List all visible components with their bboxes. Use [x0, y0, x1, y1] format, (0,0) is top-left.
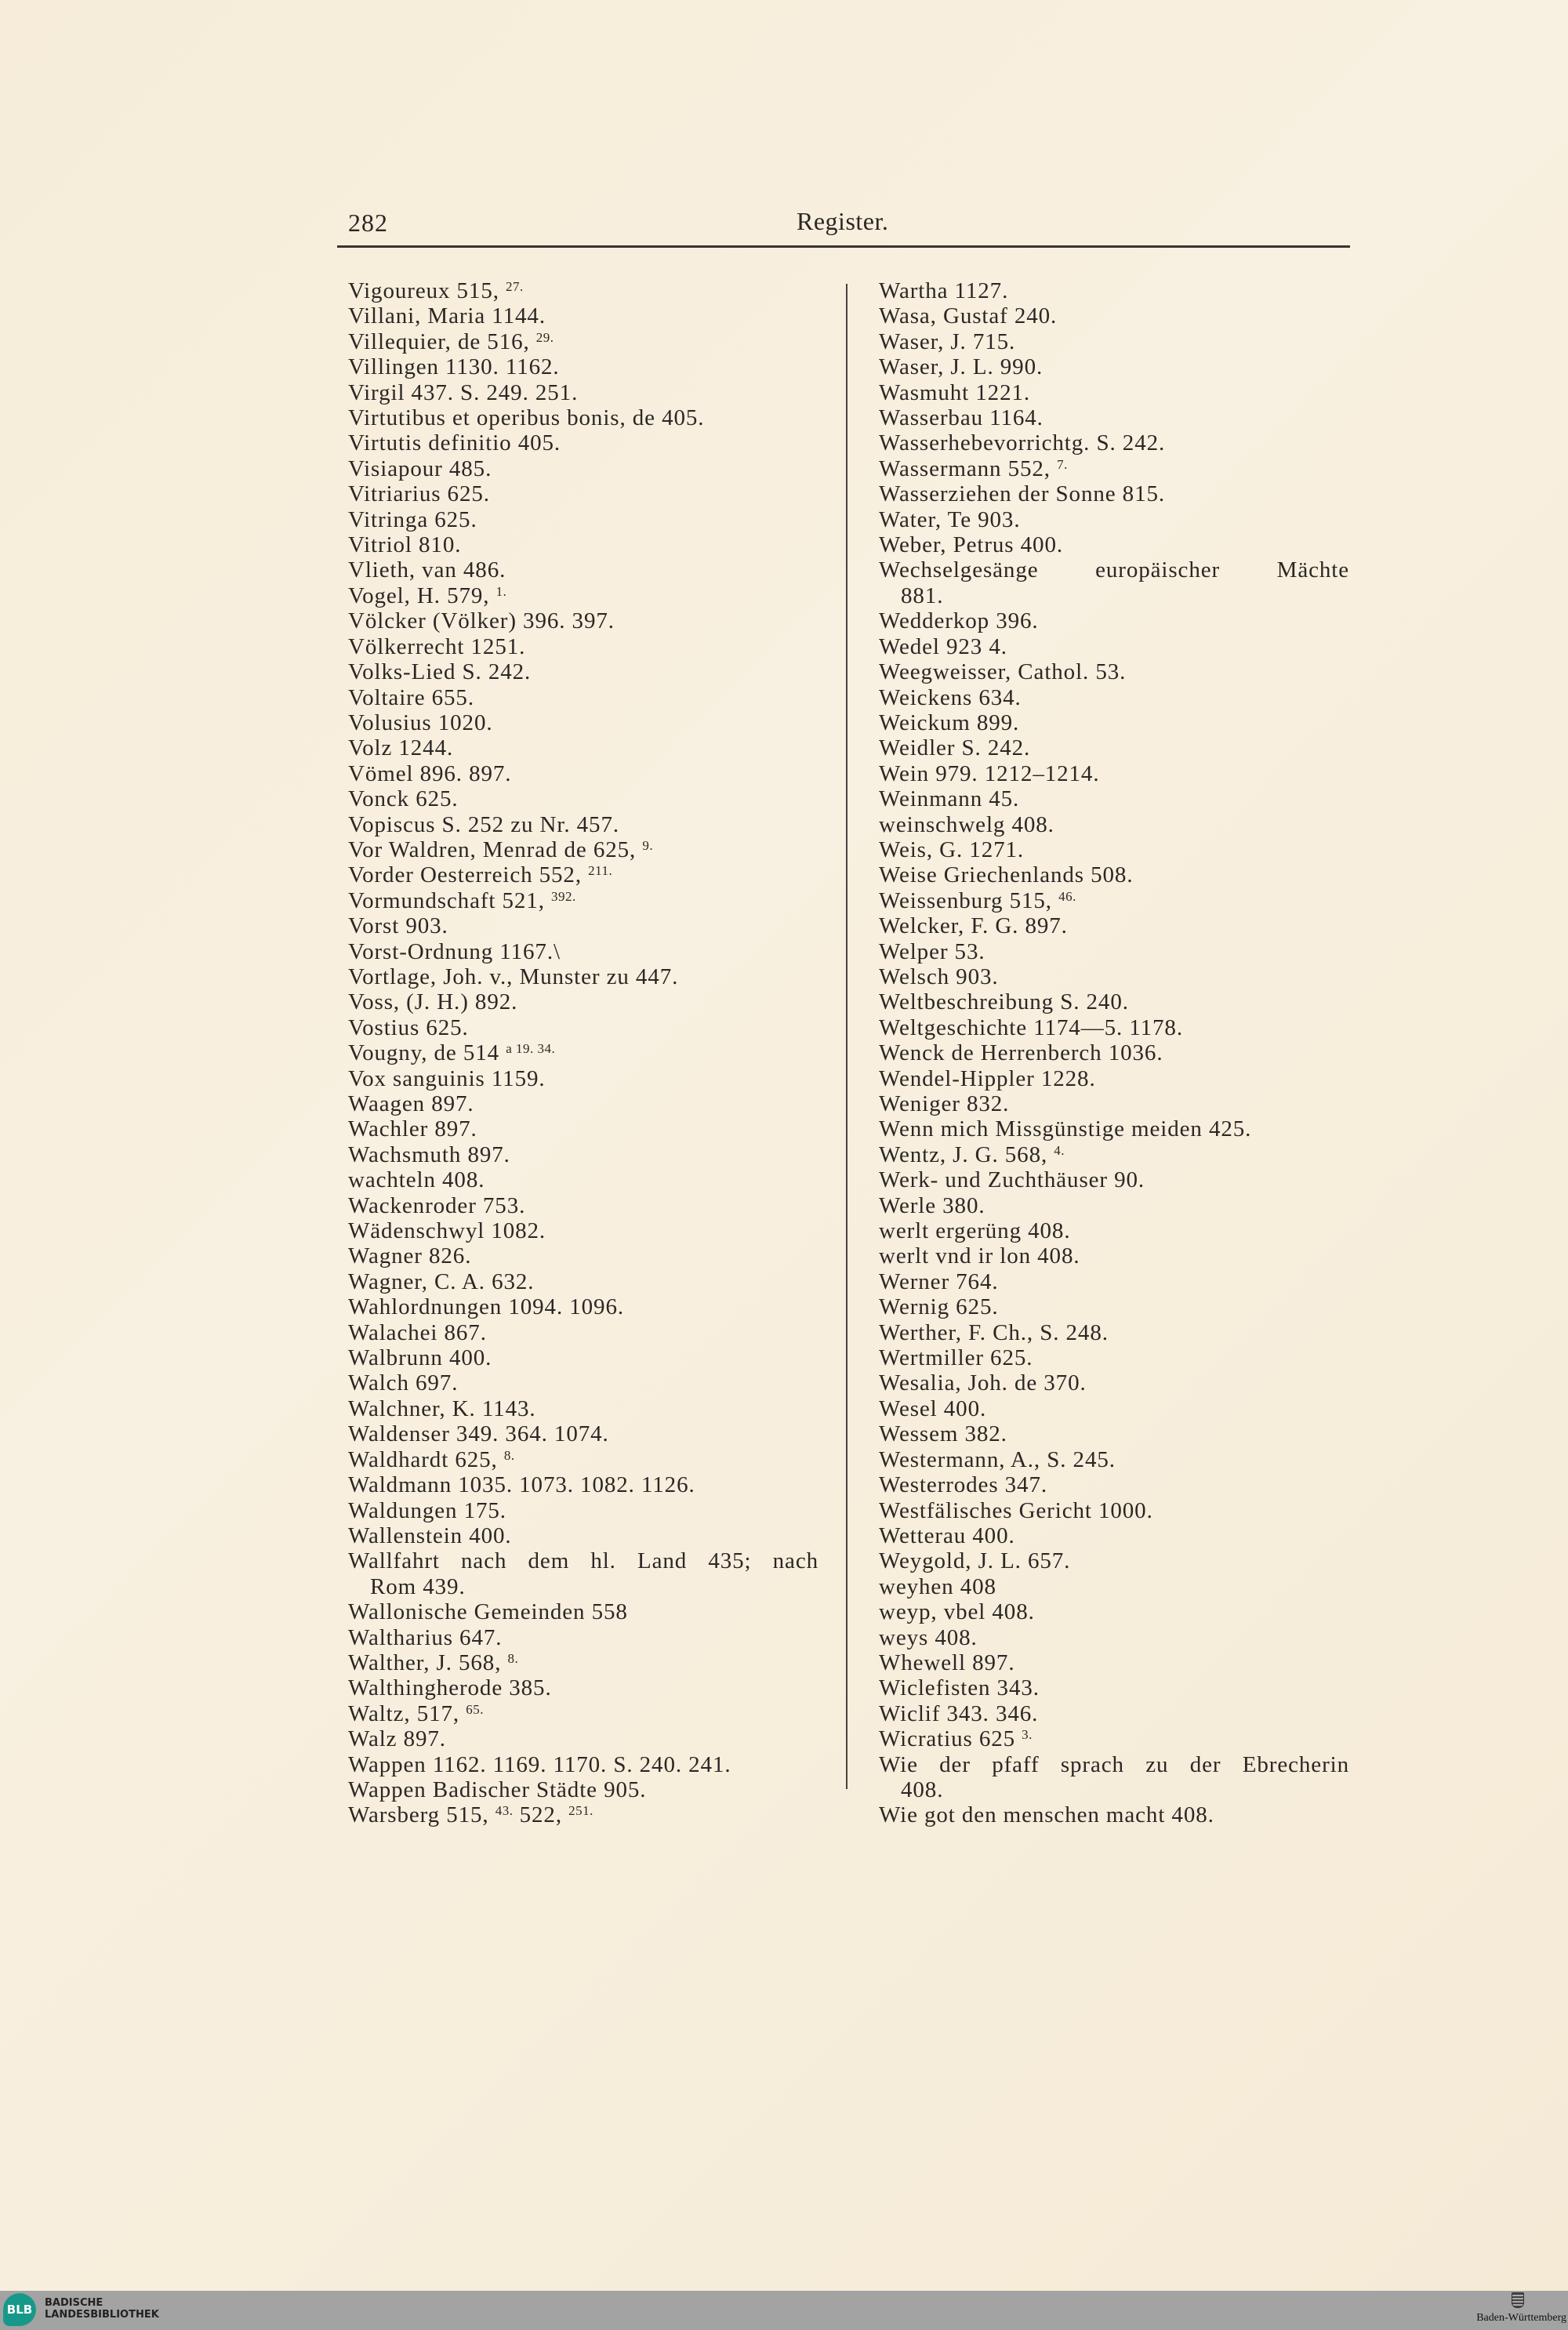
entry-text: Volusius 1020. — [348, 710, 493, 735]
index-entry — [348, 1447, 818, 1472]
index-entry — [348, 761, 818, 786]
entry-text: Wernig 625. — [879, 1294, 999, 1320]
entry-text: Weickum 899. — [879, 710, 1020, 735]
index-entry — [879, 608, 1349, 633]
entry-text: Weis, G. 1271. — [879, 837, 1025, 862]
index-entry — [879, 303, 1349, 328]
index-entry — [348, 380, 818, 405]
index-entry — [879, 1447, 1349, 1472]
entry-text: Wesalia, Joh. de 370. — [879, 1370, 1087, 1396]
index-entry — [348, 1726, 818, 1751]
index-entry — [348, 1294, 818, 1319]
entry-text: Waagen 897. — [348, 1091, 474, 1116]
index-entry — [348, 1599, 818, 1624]
entry-text: Werner 764. — [879, 1268, 999, 1294]
entry-text: Waldenser 349. 364. 1074. — [348, 1421, 609, 1447]
entry-text: Wiclif 343. 346. — [879, 1700, 1039, 1726]
index-entry — [348, 939, 818, 964]
index-entry — [879, 1574, 1349, 1599]
index-column-left — [348, 278, 818, 1828]
index-entry — [348, 837, 818, 862]
index-entry — [348, 481, 818, 506]
entry-text: Weinmann 45. — [879, 786, 1020, 812]
index-entry — [348, 1650, 818, 1675]
footnote-ref: 29. — [535, 329, 554, 345]
index-entry — [348, 685, 818, 710]
entry-text: Werle 380. — [879, 1192, 985, 1218]
entry-text: Wasmuht 1221. — [879, 379, 1031, 405]
entry-text: Vitriarius 625. — [348, 481, 490, 507]
entry-text: Vitriol 810. — [348, 532, 462, 558]
entry-text: Wappen Badischer Städte 905. — [348, 1777, 647, 1802]
entry-text: Wessem 382. — [879, 1421, 1007, 1447]
entry-text: Wackenroder 753. — [348, 1192, 526, 1218]
index-entry — [348, 278, 818, 303]
entry-text: Weniger 832. — [879, 1091, 1010, 1116]
index-entry — [879, 1599, 1349, 1624]
index-entry — [879, 1802, 1349, 1827]
index-entry — [879, 1726, 1349, 1751]
entry-text: Weegweisser, Cathol. 53. — [879, 659, 1127, 685]
entry-text: Wie der pfaff sprach zu der Ebrecherin — [879, 1751, 1349, 1777]
entry-continuation: Rom 439. — [370, 1573, 466, 1599]
entry-text: Vorst-Ordnung 1167.\ — [348, 938, 561, 964]
entry-text: Wendel-Hippler 1228. — [879, 1065, 1096, 1091]
entry-text: Virtutis definitio 405. — [348, 430, 561, 456]
index-entry — [348, 989, 818, 1014]
footnote-ref: 7. — [1057, 456, 1068, 472]
index-entry — [879, 1650, 1349, 1675]
index-entry — [879, 354, 1349, 379]
entry-text: Vorst 903. — [348, 913, 448, 939]
entry-text: Wie got den menschen macht 408. — [879, 1802, 1214, 1828]
index-entry — [348, 964, 818, 989]
index-entry — [348, 1548, 818, 1599]
entry-text: Wappen 1162. 1169. 1170. S. 240. 241. — [348, 1751, 731, 1777]
entry-text: Wasa, Gustaf 240. — [879, 303, 1058, 329]
entry-text: Vitringa 625. — [348, 506, 477, 532]
index-entry — [348, 1040, 818, 1065]
index-entry — [879, 1243, 1349, 1268]
footnote-ref: 1. — [495, 583, 507, 599]
index-entry — [879, 1421, 1349, 1446]
page-number: 282 — [348, 209, 388, 237]
footnote-ref: 43. — [495, 1803, 514, 1819]
index-entry — [348, 735, 818, 760]
entry-text: Visiapour 485. — [348, 455, 492, 481]
entry-continuation: 408. — [901, 1777, 944, 1802]
index-entry — [879, 964, 1349, 989]
entry-text: Villani, Maria 1144. — [348, 303, 546, 329]
entry-text: Wallenstein 400. — [348, 1522, 512, 1548]
index-entry — [879, 1294, 1349, 1319]
index-entry — [879, 1675, 1349, 1700]
entry-text: Wicratius 625 — [879, 1726, 1022, 1752]
entry-text: Vougny, de 514 — [348, 1040, 506, 1066]
index-entry — [348, 786, 818, 811]
entry-text: Wasserhebevorrichtg. S. 242. — [879, 430, 1166, 456]
entry-text: Walthingherode 385. — [348, 1675, 552, 1701]
entry-text: Vortlage, Joh. v., Munster zu 447. — [348, 964, 679, 989]
entry-text: Whewell 897. — [879, 1650, 1015, 1675]
footnote-ref: 392. — [551, 888, 576, 904]
index-entry — [348, 1370, 818, 1395]
entry-text: Weygold, J. L. 657. — [879, 1548, 1071, 1574]
index-entry — [879, 1218, 1349, 1243]
index-entry — [879, 837, 1349, 862]
entry-text: Westermann, A., S. 245. — [879, 1446, 1116, 1472]
index-entry — [879, 1167, 1349, 1192]
index-entry — [879, 1701, 1349, 1726]
entry-text: Wallonische Gemeinden 558 — [348, 1599, 628, 1625]
index-entry — [348, 888, 818, 913]
index-entry — [348, 1498, 818, 1523]
index-entry — [879, 1066, 1349, 1091]
index-entry — [879, 1040, 1349, 1065]
index-entry — [348, 1701, 818, 1726]
entry-text: Wedel 923 4. — [879, 633, 1007, 659]
entry-text: Vox sanguinis 1159. — [348, 1065, 546, 1091]
entry-text: Wechselgesänge europäischer Mächte — [879, 557, 1349, 583]
index-entry — [879, 1193, 1349, 1218]
entry-text: Warsberg 515, — [348, 1802, 495, 1828]
entry-text: 522, — [513, 1802, 569, 1828]
entry-text: Waltharius 647. — [348, 1624, 503, 1650]
entry-text: Wedderkop 396. — [879, 608, 1039, 634]
entry-text: Villequier, de 516, — [348, 328, 536, 354]
entry-text: Vopiscus S. 252 zu Nr. 457. — [348, 811, 620, 837]
index-entry — [348, 456, 818, 481]
index-entry — [348, 1142, 818, 1167]
entry-text: Virgil 437. S. 249. 251. — [348, 379, 579, 405]
entry-text: Wartha 1127. — [879, 278, 1009, 303]
index-entry — [879, 1091, 1349, 1116]
entry-text: Wentz, J. G. 568, — [879, 1141, 1054, 1167]
index-entry — [879, 913, 1349, 938]
footnote-ref: 65. — [466, 1701, 484, 1717]
entry-text: Vlieth, van 486. — [348, 557, 506, 583]
index-entry — [879, 278, 1349, 303]
index-entry — [879, 812, 1349, 837]
index-entry — [879, 939, 1349, 964]
entry-text: Vostius 625. — [348, 1014, 469, 1040]
index-entry — [879, 761, 1349, 786]
index-entry — [348, 1091, 818, 1116]
entry-text: Wertmiller 625. — [879, 1345, 1033, 1371]
index-entry — [348, 634, 818, 659]
entry-text: Waldhardt 625, — [348, 1446, 504, 1472]
index-entry — [348, 1116, 818, 1141]
entry-text: Walachei 867. — [348, 1319, 487, 1345]
index-entry — [879, 1142, 1349, 1167]
entry-text: Volz 1244. — [348, 735, 454, 761]
entry-text: Westfälisches Gericht 1000. — [879, 1497, 1153, 1523]
entry-text: Wahlordnungen 1094. 1096. — [348, 1294, 625, 1320]
entry-text: Wenn mich Missgünstige meiden 425. — [879, 1116, 1252, 1142]
index-entry — [348, 1752, 818, 1777]
entry-text: Waltz, 517, — [348, 1700, 466, 1726]
entry-text: Wagner, C. A. 632. — [348, 1268, 535, 1294]
index-entry — [348, 1167, 818, 1192]
entry-text: Wetterau 400. — [879, 1522, 1015, 1548]
index-entry — [879, 710, 1349, 735]
index-entry — [348, 1269, 818, 1294]
footnote-ref: 8. — [507, 1650, 519, 1666]
entry-text: Wesel 400. — [879, 1395, 987, 1421]
footnote-ref: 211. — [588, 863, 613, 879]
entry-text: Welsch 903. — [879, 964, 999, 989]
entry-text: Walther, J. 568, — [348, 1650, 508, 1675]
index-entry — [879, 1015, 1349, 1040]
index-entry — [879, 989, 1349, 1014]
entry-text: Weltgeschichte 1174—5. 1178. — [879, 1014, 1183, 1040]
column-divider — [846, 284, 848, 1789]
index-entry — [879, 1498, 1349, 1523]
index-entry — [879, 659, 1349, 684]
index-entry — [879, 405, 1349, 430]
entry-text: Vigoureux 515, — [348, 278, 506, 303]
state-name[interactable]: Baden-Württemberg — [1476, 2312, 1566, 2324]
entry-text: Wassermann 552, — [879, 455, 1058, 481]
header-rule — [337, 245, 1350, 248]
index-entry — [348, 1320, 818, 1345]
entry-text: Walbrunn 400. — [348, 1345, 492, 1371]
entry-text: Weidler S. 242. — [879, 735, 1031, 761]
entry-text: Weber, Petrus 400. — [879, 532, 1063, 558]
entry-text: werlt vnd ir lon 408. — [879, 1243, 1080, 1269]
index-entry — [879, 456, 1349, 481]
entry-text: Welcker, F. G. 897. — [879, 913, 1068, 939]
index-entry — [348, 430, 818, 455]
footnote-ref: 251. — [568, 1803, 593, 1819]
index-entry — [879, 1320, 1349, 1345]
index-entry — [348, 659, 818, 684]
entry-text: weinschwelg 408. — [879, 811, 1054, 837]
entry-text: Vorder Oesterreich 552, — [348, 862, 589, 888]
index-entry — [879, 1752, 1349, 1803]
index-entry — [348, 1523, 818, 1548]
index-entry — [348, 1421, 818, 1446]
index-entry — [348, 1472, 818, 1497]
index-entry — [879, 380, 1349, 405]
entry-text: Wasserbau 1164. — [879, 405, 1044, 431]
entry-text: Vormundschaft 521, — [348, 887, 552, 913]
library-name[interactable] — [45, 2297, 159, 2321]
entry-text: Wiclefisten 343. — [879, 1675, 1040, 1701]
index-entry — [348, 583, 818, 608]
footnote-ref: 3. — [1022, 1727, 1033, 1743]
entry-text: Wasserziehen der Sonne 815. — [879, 481, 1166, 507]
entry-text: Vogel, H. 579, — [348, 582, 496, 608]
entry-text: Waser, J. L. 990. — [879, 354, 1044, 380]
index-entry — [879, 735, 1349, 760]
index-entry — [879, 1396, 1349, 1421]
index-entry — [879, 557, 1349, 608]
index-entry — [348, 608, 818, 633]
index-entry — [879, 430, 1349, 455]
entry-text: Walch 697. — [348, 1370, 459, 1396]
blb-logo-icon[interactable]: BLB — [3, 2293, 36, 2326]
index-entry — [348, 1345, 818, 1370]
footnote-ref: 9. — [642, 837, 654, 853]
entry-text: Wein 979. 1212–1214. — [879, 760, 1100, 786]
entry-text: Völcker (Völker) 396. 397. — [348, 608, 615, 634]
entry-text: Welper 53. — [879, 938, 985, 964]
entry-text: Wenck de Herrenberch 1036. — [879, 1040, 1163, 1066]
coat-of-arms-icon — [1512, 2292, 1524, 2308]
index-entry — [348, 507, 818, 532]
index-entry — [879, 507, 1349, 532]
index-entry — [348, 1218, 818, 1243]
index-entry — [879, 862, 1349, 887]
entry-text: Weise Griechenlands 508. — [879, 862, 1134, 888]
entry-text: Wagner 826. — [348, 1243, 472, 1269]
index-column-right — [879, 278, 1349, 1828]
footnote-ref: 27. — [506, 279, 524, 294]
index-entry — [348, 812, 818, 837]
entry-text: Villingen 1130. 1162. — [348, 354, 560, 380]
index-entry — [879, 532, 1349, 557]
entry-text: Westerrodes 347. — [879, 1472, 1048, 1498]
index-entry — [879, 634, 1349, 659]
entry-text: weyhen 408 — [879, 1573, 996, 1599]
entry-text: weyp, vbel 408. — [879, 1599, 1035, 1625]
index-entry — [879, 1523, 1349, 1548]
entry-text: Vömel 896. 897. — [348, 760, 512, 786]
library-name-line1: BADISCHE — [45, 2297, 103, 2309]
index-entry — [879, 1345, 1349, 1370]
footnote-ref: a 19. 34. — [506, 1041, 556, 1057]
index-entry — [348, 710, 818, 735]
index-entry — [879, 1472, 1349, 1497]
index-entry — [879, 1548, 1349, 1573]
entry-text: Waser, J. 715. — [879, 328, 1016, 354]
index-entry — [348, 1193, 818, 1218]
index-entry — [348, 1015, 818, 1040]
index-entry — [879, 1625, 1349, 1650]
entry-text: Wädenschwyl 1082. — [348, 1218, 546, 1244]
entry-text: Weickens 634. — [879, 684, 1022, 710]
entry-text: Waldungen 175. — [348, 1497, 506, 1523]
index-entry — [879, 685, 1349, 710]
entry-text: weys 408. — [879, 1624, 978, 1650]
entry-text: Weltbeschreibung S. 240. — [879, 989, 1129, 1015]
index-entry — [879, 786, 1349, 811]
entry-text: werlt ergerüng 408. — [879, 1218, 1071, 1244]
index-entry — [348, 557, 818, 582]
index-entry — [879, 1116, 1349, 1141]
index-entry — [348, 1625, 818, 1650]
entry-text: Walchner, K. 1143. — [348, 1395, 536, 1421]
index-entry — [348, 1066, 818, 1091]
index-entry — [879, 329, 1349, 354]
entry-text: Vonck 625. — [348, 786, 459, 812]
index-entry — [879, 1269, 1349, 1294]
index-entry — [348, 1243, 818, 1268]
entry-text: Voltaire 655. — [348, 684, 474, 710]
entry-text: Voss, (J. H.) 892. — [348, 989, 518, 1015]
running-title: Register. — [797, 207, 889, 235]
footnote-ref: 4. — [1054, 1142, 1065, 1158]
index-entry — [348, 354, 818, 379]
footer-bar — [0, 2291, 1568, 2330]
entry-text: Water, Te 903. — [879, 506, 1021, 532]
index-entry — [348, 1396, 818, 1421]
footnote-ref: 8. — [503, 1447, 515, 1463]
index-entry — [348, 1777, 818, 1802]
entry-text: wachteln 408. — [348, 1167, 485, 1193]
index-entry — [348, 405, 818, 430]
entry-text: Werther, F. Ch., S. 248. — [879, 1319, 1109, 1345]
entry-text: Waldmann 1035. 1073. 1082. 1126. — [348, 1472, 695, 1498]
entry-text: Vor Waldren, Menrad de 625, — [348, 837, 643, 862]
index-entry — [348, 913, 818, 938]
index-entry — [348, 303, 818, 328]
entry-text: Wachler 897. — [348, 1116, 477, 1142]
index-entry — [348, 1802, 818, 1827]
library-name-line2: LANDESBIBLIOTHEK — [45, 2309, 159, 2321]
index-entry — [348, 532, 818, 557]
entry-text: Weissenburg 515, — [879, 887, 1059, 913]
entry-text: Virtutibus et operibus bonis, de 405. — [348, 405, 705, 431]
index-entry — [879, 481, 1349, 506]
index-entry — [348, 1675, 818, 1700]
entry-text: Werk- und Zuchthäuser 90. — [879, 1167, 1145, 1193]
entry-text: Völkerrecht 1251. — [348, 633, 526, 659]
index-entry — [879, 1370, 1349, 1395]
footnote-ref: 46. — [1058, 888, 1076, 904]
entry-text: Wallfahrt nach dem hl. Land 435; nach — [348, 1548, 818, 1574]
entry-text: Walz 897. — [348, 1726, 446, 1752]
entry-continuation: 881. — [901, 582, 944, 608]
index-entry — [348, 862, 818, 887]
entry-text: Volks-Lied S. 242. — [348, 659, 532, 685]
entry-text: Wachsmuth 897. — [348, 1141, 510, 1167]
index-entry — [348, 329, 818, 354]
index-entry — [879, 888, 1349, 913]
